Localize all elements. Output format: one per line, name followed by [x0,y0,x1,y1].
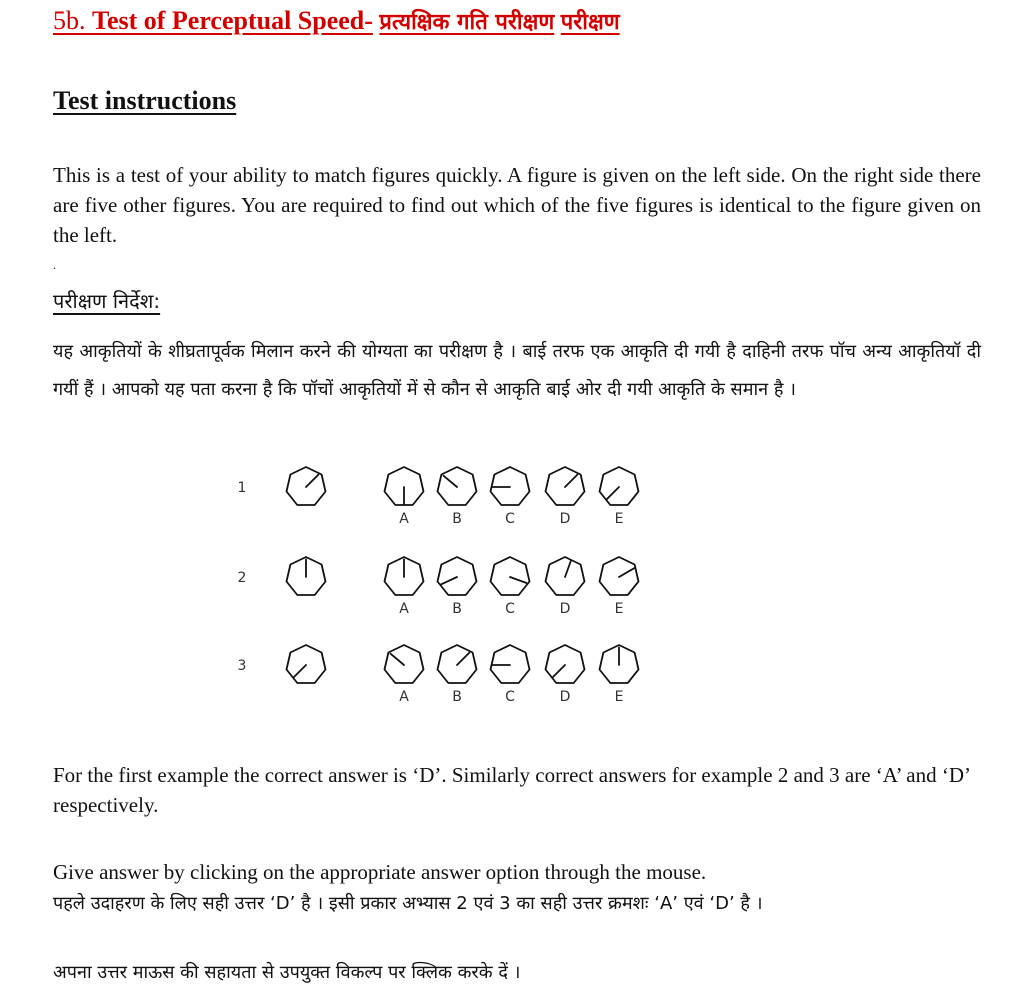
option-figure-icon [491,467,530,505]
example-number: 1 [237,480,247,496]
option-letter-d: D [559,511,571,527]
option-letter-d: D [559,689,571,705]
option-letter-c: C [505,689,515,705]
question-figure-icon [287,467,326,505]
option-figure-icon [438,645,477,683]
option-letter-c: C [505,511,515,527]
option-letter-c: C [505,601,515,617]
hindi-answer-explanation: पहले उदाहरण के लिए सही उत्तर ‘D’ है । इसी प्रकार अभ्यास 2 एवं 3 का सही उत्तर क्रमशः ‘A’ एवं ‘D’ है । [53,893,763,914]
title-hindi-1: प्रत्यक्षिक गति परीक्षण [379,10,555,35]
option-figure-icon [546,557,585,595]
title-hindi-2: परीक्षण [560,10,620,35]
option-letter-b: B [452,689,462,705]
option-letter-a: A [399,689,409,705]
option-letter-e: E [614,601,624,617]
separator-dot: . [53,258,56,272]
option-figure-icon [385,645,424,683]
question-figure-icon [287,645,326,683]
option-figure-icon [438,557,477,595]
title-english: Test of Perceptual Speed- [92,6,373,35]
option-letter-d: D [559,601,571,617]
option-letter-a: A [399,601,409,617]
option-figure-icon [546,645,585,683]
answer-explanation: For the first example the correct answer is ‘D’. Similarly correct answers for example 2 and 3 are ‘A’ and ‘D’ respectively. [53,763,970,817]
option-figure-icon [600,645,639,683]
option-letter-e: E [614,511,624,527]
instructions-heading: Test instructions [53,86,237,115]
option-figure-icon [546,467,585,505]
option-letter-b: B [452,601,462,617]
option-figure-icon [438,467,477,505]
example-number: 2 [237,570,247,586]
option-figure-icon [385,467,424,505]
answer-instruction: Give answer by clicking on the appropriate answer option through the mouse. [53,860,707,884]
example-number: 3 [237,658,247,674]
option-letter-b: B [452,511,462,527]
hindi-instructions-heading: परीक्षण निर्देश: [53,289,161,313]
question-figure-icon [287,557,326,595]
option-figure-icon [385,557,424,595]
title-prefix: 5b. [53,6,92,35]
option-figure-icon [491,645,530,683]
option-letter-a: A [399,511,409,527]
option-figure-icon [600,467,639,505]
hindi-instructions-paragraph: यह आकृतियों के शीघ्रतापूर्वक मिलान करने की योग्यता का परीक्षण है । बाई तरफ एक आकृति दी गयी है दाहिनी तरफ पॉच अन्य आकृतियॉ दी गयीं हैं । आपको यह पता करना है कि पॉचों आकृतियों में से कौन से आकृति बाई ओर दी गयी आकृति के समान है । [53,341,981,400]
instructions-paragraph: This is a test of your ability to match figures quickly. A figure is given on the left side. On the right side there are five other figures. You are required to find out which of the five figures is identical to the figure given on the left. [53,163,981,247]
option-figure-icon [600,557,639,595]
hindi-answer-instruction: अपना उत्तर माऊस की सहायता से उपयुक्त विकल्प पर क्लिक करके दें । [53,962,521,983]
option-letter-e: E [614,689,624,705]
option-figure-icon [491,557,530,595]
